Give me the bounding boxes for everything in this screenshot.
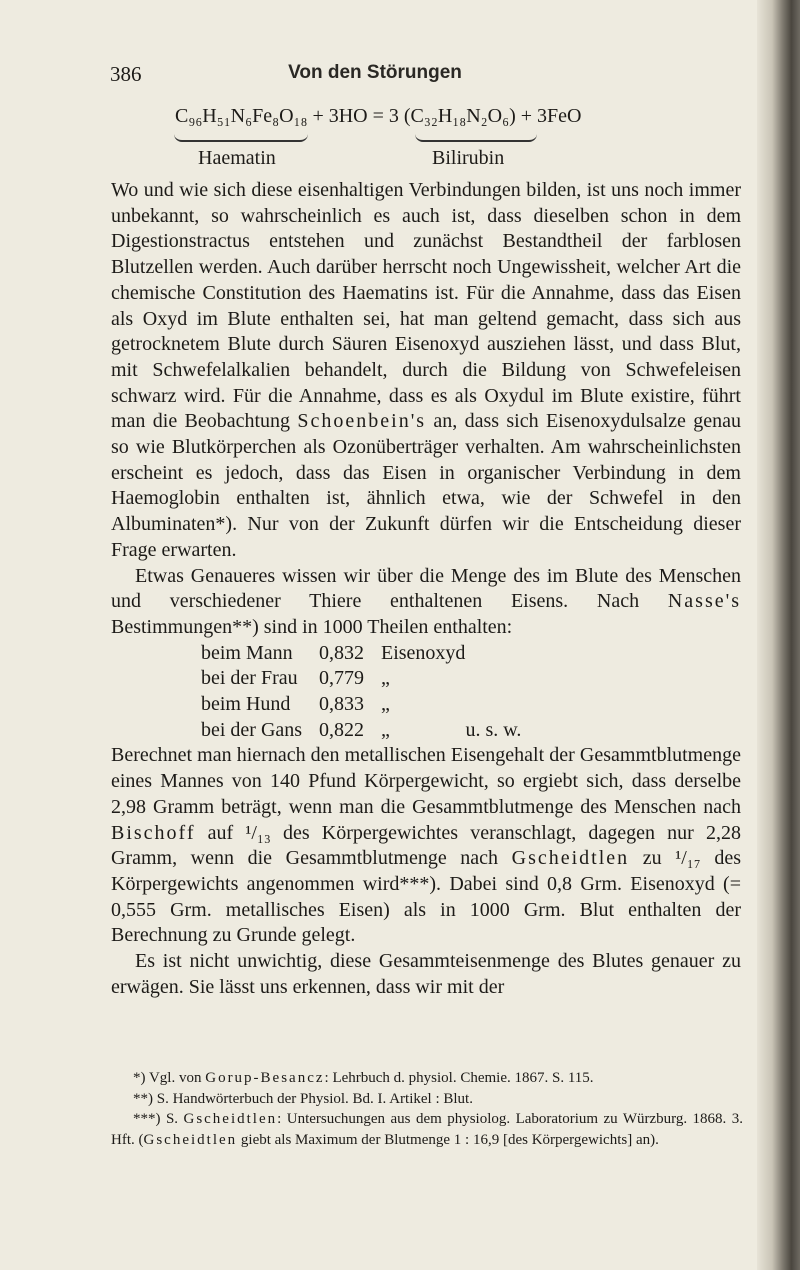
table-cell: 0,832 xyxy=(319,641,364,664)
label-haematin: Haematin xyxy=(198,147,276,169)
table-cell xyxy=(465,692,521,718)
author-name: Schoenbein's xyxy=(297,410,427,433)
main-text xyxy=(111,178,741,1001)
book-binding-edge xyxy=(757,0,800,1270)
footnote-3 xyxy=(111,1109,743,1150)
paragraph-1 xyxy=(111,178,741,564)
text-span: Berechnet man hiernach den metallischen Eisengehalt der Gesammtblutmenge eines Mannes von 140 Pfund Körpergewicht, so ergiebt sich, dass derselbe 2,98 Gramm beträgt, wenn man die Gesammtblutmenge des Menschen nach xyxy=(111,744,741,818)
text-span: Bestimmungen**) sind in 1000 Theilen enthalten: xyxy=(111,615,513,638)
author-name: Gorup-Besancz xyxy=(205,1070,325,1086)
table-row xyxy=(201,692,521,718)
brace-bilirubin xyxy=(415,134,537,142)
brace-haematin xyxy=(174,134,308,142)
table-cell xyxy=(465,666,521,692)
footnote-1 xyxy=(111,1068,743,1089)
table-cell: bei der Gans xyxy=(201,718,303,741)
table-cell: „ xyxy=(381,667,390,690)
text-span: auf ¹/₁₃ des Körpergewichtes veranschlagt, dagegen nur 2,28 Gramm, wenn die Gesammtblutmenge nach xyxy=(111,821,741,870)
text-span: Wo und wie sich diese eisenhaltigen Verbindungen bilden, ist uns noch immer unbekannt, so wahrscheinlich es auch ist, dass dieselben schon in dem Digestionstractus entstehen und zunächst Bestandtheil der farblosen Blutzellen werden. Auch darüber herrscht noch Ungewissheit, welcher Art die chemische Constitution des Haematins ist. Für die Annahme, dass das Eisen als Oxyd im Blute enthalten sei, hat man geltend gemacht, dass sich aus getrocknetem Blute durch Säuren Eisenoxyd ausziehen lässt, und dass Blut, mit Schwefelalkalien behandelt, durch die Bildung von Schwefeleisen schwarz wird. Für die Annahme, dass es als Oxydul im Blute existire, führt man die Beobachtung xyxy=(111,179,741,433)
text-span: Etwas Genaueres wissen wir über die Menge des im Blute des Menschen und verschiedener Thiere enthaltenen Eisens. Nach xyxy=(111,564,741,613)
iron-content-table xyxy=(201,641,521,744)
page-number: 386 xyxy=(110,62,142,86)
table-row xyxy=(201,666,521,692)
author-name: Gscheidtlen xyxy=(183,1111,278,1128)
text-span: zu ¹/₁₇ des Körpergewichts angenommen wird***). Dabei sind 0,8 Grm. Eisenoxyd (= 0,555 Grm. metallisches Eisen) als in 1000 Grm. Blut enthalten der Berechnung zu Grunde gelegt. xyxy=(111,847,741,947)
table-cell: bei der Frau xyxy=(201,667,298,690)
table-cell: 0,822 xyxy=(319,718,364,741)
table-cell: „ xyxy=(381,693,390,716)
paragraph-3 xyxy=(111,743,741,949)
author-name: Nasse's xyxy=(667,590,741,613)
running-title: Von den Störungen xyxy=(288,62,462,83)
table-cell: u. s. w. xyxy=(465,718,522,741)
text-span: giebt als Maximum der Blutmenge 1 : 16,9 [des Körpergewichts] an). xyxy=(237,1131,659,1148)
label-bilirubin: Bilirubin xyxy=(432,147,505,169)
footnote-2: **) S. Handwörterbuch der Physiol. Bd. I. Artikel : Blut. xyxy=(133,1090,473,1107)
author-name: Gscheidtlen xyxy=(511,847,630,870)
table-cell xyxy=(465,641,521,667)
chemical-equation: C₉₆H₅₁N₆Fe₈O₁₈ + 3HO = 3 (C₃₂H₁₈N₂O₆) + 3FeO xyxy=(175,105,582,127)
table-cell: 0,833 xyxy=(319,693,364,716)
paragraph-2 xyxy=(111,564,741,641)
text-span: : Untersuchungen aus dem physiolog. Laboratorium zu Würzburg. 1868. 3. Hft. ( xyxy=(111,1111,743,1148)
table-row xyxy=(201,718,521,744)
table-row xyxy=(201,641,521,667)
text-span: : Lehrbuch d. physiol. Chemie. 1867. S. 115. xyxy=(324,1070,594,1086)
text-span: ***) S. xyxy=(133,1111,184,1128)
table-cell: „ xyxy=(381,718,390,741)
author-name: Bischoff xyxy=(111,821,196,844)
table-cell: beim Mann xyxy=(201,641,293,664)
paragraph-4: Es ist nicht unwichtig, diese Gesammteisenmenge des Blutes genauer zu erwägen. Sie lässt uns erkennen, dass wir mit der xyxy=(111,950,741,998)
author-name: Gscheidtlen xyxy=(143,1131,238,1148)
text-span: an, dass sich Eisenoxydulsalze genau so wie Blutkörperchen als Ozonüberträger verhalten. Am wahrscheinlichsten erscheint es jedoch, dass das Eisen in organischer Verbindung in dem Haemoglobin enthalten ist, ähnlich etwa, wie der Schwefel in den Albuminaten*). Nur von der Zukunft dürfen wir die Entscheidung dieser Frage erwarten. xyxy=(111,410,741,561)
table-cell: beim Hund xyxy=(201,693,291,716)
footnotes xyxy=(111,1068,743,1150)
text-span: *) Vgl. von xyxy=(133,1070,206,1086)
table-cell: 0,779 xyxy=(319,667,364,690)
table-cell: Eisenoxyd xyxy=(381,641,466,664)
